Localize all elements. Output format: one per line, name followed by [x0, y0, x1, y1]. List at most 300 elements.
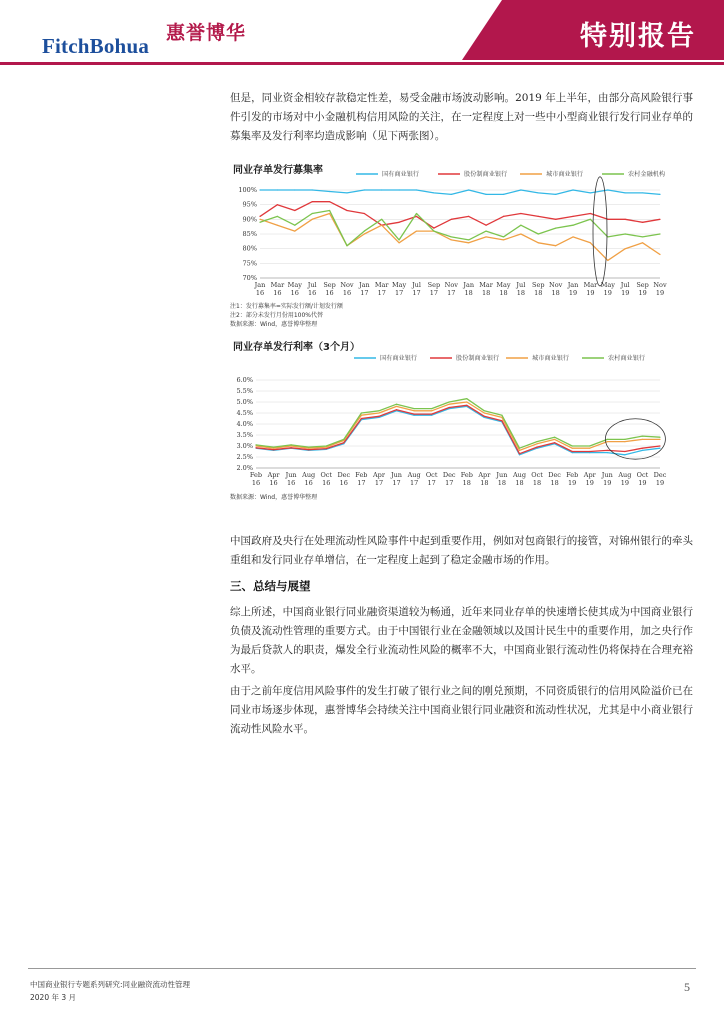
x-tick-month: Jun	[601, 471, 613, 479]
data-point	[554, 437, 555, 438]
data-point	[572, 216, 573, 217]
logo-wordmark: FitchBohua	[42, 34, 150, 58]
x-tick-month: Nov	[549, 281, 563, 289]
data-point	[277, 225, 278, 226]
data-point	[273, 447, 274, 448]
data-point	[255, 444, 256, 445]
data-point	[642, 450, 643, 451]
data-point	[520, 189, 521, 190]
x-tick-month: Aug	[618, 471, 632, 479]
body-paragraph-1: 但是，同业资金相较存款稳定性差，易受金融市场波动影响。2019 年上半年，由部分高风险银行事件引发的市场对中小金融机构信用风险的关注，在一定程度上对一些中小型商业银行发行同业存单的募集率及发行利率均造成影响（见下两张图）。	[230, 92, 693, 142]
data-point	[294, 230, 295, 231]
y-tick-label: 90%	[242, 215, 257, 224]
x-tick-month: May	[392, 281, 407, 289]
x-tick-year: 17	[409, 479, 419, 487]
data-point	[399, 189, 400, 190]
data-point	[572, 451, 573, 452]
data-point	[312, 219, 313, 220]
data-point	[590, 242, 591, 243]
y-tick-label: 100%	[238, 186, 257, 194]
data-point	[449, 401, 450, 402]
x-tick-month: Mar	[374, 281, 389, 289]
x-tick-month: Sep	[323, 281, 336, 289]
data-point	[291, 444, 292, 445]
data-point	[624, 454, 625, 455]
x-tick-month: Aug	[512, 471, 527, 479]
x-tick-year: 19	[585, 479, 594, 487]
x-tick-month: Apr	[372, 471, 385, 479]
x-tick-year: 18	[532, 479, 542, 487]
x-tick-month: Mar	[583, 281, 598, 289]
footer-date: 2020 年 3 月	[30, 993, 77, 1002]
x-tick-year: 18	[497, 479, 507, 487]
data-point	[399, 239, 400, 240]
x-tick-month: Aug	[407, 471, 421, 479]
x-tick-year: 19	[603, 289, 612, 297]
x-tick-month: Dec	[337, 471, 351, 479]
data-point	[259, 219, 260, 220]
data-point	[381, 189, 382, 190]
x-tick-month: Apr	[267, 471, 280, 479]
data-point	[590, 192, 591, 193]
data-point	[413, 408, 414, 409]
y-tick-label: 3.0%	[236, 442, 253, 450]
x-tick-month: May	[287, 281, 302, 289]
x-tick-month: Jan	[567, 281, 579, 289]
data-point	[416, 230, 417, 231]
data-point	[468, 239, 469, 240]
legend-label-0: 国有商业银行	[380, 355, 418, 362]
data-point	[381, 225, 382, 226]
x-tick-year: 19	[621, 289, 630, 297]
x-tick-year: 16	[255, 289, 265, 297]
data-point	[589, 445, 590, 446]
x-tick-month: Oct	[320, 471, 333, 479]
data-point	[466, 401, 467, 402]
data-point	[329, 191, 330, 192]
series-line-2	[260, 214, 660, 261]
data-point	[536, 443, 537, 444]
x-tick-year: 16	[286, 479, 296, 487]
x-tick-year: 19	[655, 479, 665, 487]
x-tick-month: Mar	[479, 281, 493, 289]
data-point	[659, 233, 660, 234]
x-tick-month: May	[600, 281, 615, 289]
chart1-note-1: 注1：发行募集率=实际发行额/计划发行额	[230, 303, 343, 310]
data-point	[259, 222, 260, 223]
data-point	[308, 447, 309, 448]
data-point	[431, 415, 432, 416]
data-point	[466, 398, 467, 399]
data-point	[259, 189, 260, 190]
data-point	[466, 405, 467, 406]
data-point	[642, 222, 643, 223]
data-point	[364, 230, 365, 231]
data-point	[589, 448, 590, 449]
data-point	[624, 439, 625, 440]
data-point	[294, 225, 295, 226]
page-number: 5	[684, 980, 690, 994]
x-tick-year: 19	[586, 289, 595, 297]
x-tick-year: 17	[412, 289, 421, 297]
x-tick-year: 18	[515, 479, 524, 487]
data-point	[659, 445, 660, 446]
y-tick-label: 5.0%	[236, 398, 253, 406]
y-tick-label: 4.0%	[236, 420, 253, 428]
x-tick-year: 17	[394, 289, 404, 297]
data-point	[625, 192, 626, 193]
body-paragraph-3: 综上所述，中国商业银行同业融资渠道较为畅通，近年来同业存单的快速增长使其成为中国商业银行负债及流动性管理的重要方式。由于中国银行业在金融领域以及国计民生中的重要作用，加之央行作为最后贷款人的职责，爆发全行业流动性风险的概率不大，中国商业银行流动性仍将保持在合理充裕水平。	[230, 606, 693, 675]
data-point	[572, 452, 573, 453]
legend-label-1: 股份制商业银行	[456, 355, 500, 362]
y-tick-label: 2.0%	[236, 464, 253, 472]
legend-label-2: 城市商业银行	[532, 355, 570, 362]
data-point	[589, 452, 590, 453]
x-tick-month: Jun	[391, 471, 403, 479]
data-point	[378, 416, 379, 417]
data-point	[396, 406, 397, 407]
data-point	[590, 213, 591, 214]
data-point	[520, 213, 521, 214]
y-tick-label: 70%	[242, 274, 257, 282]
data-point	[590, 219, 591, 220]
y-tick-label: 75%	[242, 259, 257, 268]
data-point	[554, 442, 555, 443]
data-point	[416, 216, 417, 217]
x-tick-year: 16	[308, 289, 317, 297]
data-point	[538, 233, 539, 234]
data-point	[503, 216, 504, 217]
x-tick-month: Sep	[427, 281, 441, 289]
x-tick-year: 17	[429, 289, 439, 297]
data-point	[294, 189, 295, 190]
data-point	[538, 216, 539, 217]
data-point	[555, 219, 556, 220]
chart2-title: 同业存单发行利率（3个月）	[233, 342, 360, 353]
data-point	[572, 189, 573, 190]
data-point	[625, 248, 626, 249]
data-point	[361, 418, 362, 419]
x-tick-year: 19	[638, 479, 647, 487]
data-point	[329, 213, 330, 214]
data-point	[399, 222, 400, 223]
x-tick-month: Dec	[653, 471, 667, 479]
data-point	[519, 453, 520, 454]
report-type-title: 特别报告	[580, 21, 696, 52]
x-tick-year: 18	[462, 479, 471, 487]
x-tick-month: Jul	[307, 281, 317, 289]
y-tick-label: 80%	[242, 244, 257, 253]
x-tick-month: Feb	[566, 471, 579, 479]
data-point	[378, 412, 379, 413]
x-tick-year: 19	[655, 289, 665, 297]
x-tick-month: May	[496, 281, 511, 289]
data-point	[329, 201, 330, 202]
x-tick-year: 19	[568, 289, 578, 297]
x-tick-month: Jun	[496, 471, 508, 479]
data-point	[659, 439, 660, 440]
data-point	[431, 410, 432, 411]
data-point	[451, 194, 452, 195]
data-point	[346, 192, 347, 193]
x-tick-year: 16	[251, 479, 261, 487]
data-point	[485, 194, 486, 195]
x-tick-month: Jan	[359, 281, 370, 289]
data-point	[451, 219, 452, 220]
data-point	[308, 449, 309, 450]
x-tick-year: 17	[392, 479, 401, 487]
x-tick-month: Nov	[444, 281, 458, 289]
data-point	[642, 448, 643, 449]
data-point	[503, 236, 504, 237]
x-tick-month: Oct	[531, 471, 543, 479]
x-tick-year: 16	[325, 289, 334, 297]
data-point	[501, 415, 502, 416]
data-point	[381, 219, 382, 220]
chart2-issue-rate	[230, 350, 670, 492]
x-tick-month: Jul	[516, 281, 526, 289]
data-point	[346, 245, 347, 246]
x-tick-year: 18	[534, 289, 543, 297]
data-point	[607, 219, 608, 220]
data-point	[451, 239, 452, 240]
data-point	[294, 210, 295, 211]
x-tick-year: 17	[377, 289, 386, 297]
x-tick-month: Feb	[249, 471, 263, 479]
data-point	[326, 448, 327, 449]
series-line-1	[260, 202, 660, 228]
data-point	[607, 236, 608, 237]
y-tick-label: 85%	[242, 230, 257, 238]
data-point	[396, 409, 397, 410]
chart1-fundraising-rate	[230, 166, 670, 300]
series-line-2	[256, 402, 660, 450]
x-tick-month: Nov	[340, 281, 354, 289]
data-point	[501, 420, 502, 421]
data-point	[468, 189, 469, 190]
data-point	[607, 441, 608, 442]
data-point	[572, 225, 573, 226]
x-tick-month: Aug	[302, 471, 316, 479]
data-point	[449, 407, 450, 408]
data-point	[259, 216, 260, 217]
x-tick-month: Nov	[653, 281, 667, 289]
x-tick-year: 16	[273, 289, 282, 297]
data-point	[468, 216, 469, 217]
chart1-note-2: 注2：部分未发行月份用100%代替	[230, 312, 323, 319]
x-tick-year: 16	[290, 289, 299, 297]
body-paragraph-4: 由于之前年度信用风险事件的发生打破了银行业之间的刚兑预期，不同资质银行的信用风险溢价已在同业市场逐步体现，惠誉博华会持续关注中国商业银行同业融资和流动性状况，尤其是中小商业银行流动性风险水平。	[230, 685, 693, 735]
data-point	[607, 439, 608, 440]
x-tick-month: Dec	[548, 471, 561, 479]
data-point	[468, 242, 469, 243]
x-tick-month: Feb	[355, 471, 368, 479]
data-point	[659, 448, 660, 449]
data-point	[378, 410, 379, 411]
data-point	[484, 416, 485, 417]
y-tick-label: 3.5%	[236, 431, 253, 439]
x-tick-year: 16	[342, 289, 352, 297]
data-point	[625, 219, 626, 220]
data-point	[343, 439, 344, 440]
data-point	[659, 194, 660, 195]
data-point	[433, 192, 434, 193]
x-tick-year: 18	[464, 289, 473, 297]
footer-series-title: 中国商业银行专题系列研究:同业融资流动性管理	[30, 980, 191, 989]
highlight-ellipse	[593, 177, 607, 286]
data-point	[343, 442, 344, 443]
x-tick-month: Oct	[636, 471, 649, 479]
legend-label-1: 股份制商业银行	[464, 171, 508, 178]
legend-label-3: 农村商业银行	[608, 355, 646, 362]
data-point	[449, 404, 450, 405]
x-tick-year: 19	[568, 479, 577, 487]
data-point	[433, 228, 434, 229]
x-tick-year: 16	[322, 479, 331, 487]
x-tick-year: 18	[499, 289, 508, 297]
data-point	[607, 260, 608, 261]
data-point	[484, 410, 485, 411]
data-point	[520, 233, 521, 234]
x-tick-year: 18	[551, 289, 560, 297]
data-point	[413, 415, 414, 416]
y-tick-label: 2.5%	[236, 453, 253, 461]
data-point	[326, 447, 327, 448]
x-tick-month: Feb	[460, 471, 473, 479]
footer-rule	[28, 968, 696, 969]
x-tick-month: Sep	[532, 281, 545, 289]
x-tick-year: 16	[339, 479, 348, 487]
data-point	[291, 447, 292, 448]
data-point	[520, 225, 521, 226]
data-point	[659, 437, 660, 438]
legend-label-3: 农村金融机构	[628, 171, 666, 178]
data-point	[485, 225, 486, 226]
data-point	[312, 201, 313, 202]
data-point	[607, 189, 608, 190]
data-point	[277, 189, 278, 190]
y-tick-label: 4.5%	[236, 409, 253, 417]
x-tick-month: Jan	[254, 281, 266, 289]
data-point	[572, 445, 573, 446]
x-tick-year: 19	[638, 289, 647, 297]
footer-info	[30, 978, 190, 1004]
x-tick-month: Jul	[412, 281, 421, 289]
data-point	[364, 233, 365, 234]
data-point	[554, 439, 555, 440]
x-tick-year: 17	[374, 479, 384, 487]
data-point	[572, 236, 573, 237]
data-point	[642, 192, 643, 193]
y-tick-label: 95%	[242, 200, 257, 209]
section-3-title: 三、总结与展望	[230, 579, 311, 593]
data-point	[364, 189, 365, 190]
data-point	[485, 230, 486, 231]
x-tick-month: Apr	[583, 471, 596, 479]
header-rule	[0, 62, 724, 65]
data-point	[536, 441, 537, 442]
data-point	[503, 194, 504, 195]
body-paragraph-2: 中国政府及央行在处理流动性风险事件中起到重要作用，例如对包商银行的接管，对锦州银行的牵头重组和发行同业存单增信，在一定程度上起到了稳定金融市场的作用。	[230, 535, 693, 566]
data-point	[538, 242, 539, 243]
page-header	[0, 0, 724, 78]
x-tick-year: 17	[445, 479, 454, 487]
data-point	[416, 189, 417, 190]
data-point	[659, 219, 660, 220]
x-tick-year: 19	[603, 479, 612, 487]
x-tick-month: Mar	[270, 281, 285, 289]
data-point	[484, 412, 485, 413]
data-point	[589, 451, 590, 452]
series-line-3	[260, 211, 660, 246]
data-point	[431, 408, 432, 409]
x-tick-month: Dec	[442, 471, 456, 479]
x-tick-year: 16	[269, 479, 278, 487]
data-point	[555, 194, 556, 195]
data-point	[329, 210, 330, 211]
data-point	[624, 441, 625, 442]
data-point	[642, 436, 643, 437]
data-point	[519, 454, 520, 455]
chart1-notes	[230, 302, 343, 329]
data-point	[642, 242, 643, 243]
data-point	[572, 448, 573, 449]
data-point	[607, 452, 608, 453]
series-line-0	[260, 190, 660, 194]
data-point	[399, 242, 400, 243]
y-tick-label: 6.0%	[236, 376, 253, 384]
data-point	[555, 228, 556, 229]
data-point	[555, 245, 556, 246]
x-tick-month: Jan	[463, 281, 475, 289]
data-point	[433, 230, 434, 231]
data-point	[413, 414, 414, 415]
chart2-source: 数据来源：Wind，惠誉博华整理	[230, 494, 318, 501]
data-point	[451, 236, 452, 237]
legend-label-0: 国有商业银行	[382, 171, 420, 178]
x-tick-month: Apr	[478, 471, 491, 479]
data-point	[277, 216, 278, 217]
data-point	[273, 449, 274, 450]
logo-cjk-mark: 惠誉博华	[166, 22, 247, 44]
x-tick-year: 16	[304, 479, 313, 487]
chart1-source: 数据来源：Wind，惠誉博华整理	[230, 321, 318, 328]
data-point	[503, 239, 504, 240]
data-point	[361, 412, 362, 413]
data-point	[346, 210, 347, 211]
x-tick-year: 17	[447, 289, 456, 297]
x-tick-month: Sep	[636, 281, 649, 289]
data-point	[277, 204, 278, 205]
x-tick-year: 18	[481, 289, 491, 297]
data-point	[624, 451, 625, 452]
banner-wedge	[462, 0, 502, 60]
data-point	[273, 448, 274, 449]
data-point	[255, 447, 256, 448]
data-point	[308, 448, 309, 449]
data-point	[625, 233, 626, 234]
data-point	[659, 254, 660, 255]
data-point	[536, 447, 537, 448]
x-tick-month: Jul	[620, 281, 630, 289]
y-tick-label: 5.5%	[236, 387, 253, 395]
data-point	[431, 414, 432, 415]
x-tick-year: 17	[357, 479, 366, 487]
x-tick-year: 19	[620, 479, 630, 487]
x-tick-year: 18	[516, 289, 526, 297]
data-point	[364, 213, 365, 214]
data-point	[326, 445, 327, 446]
